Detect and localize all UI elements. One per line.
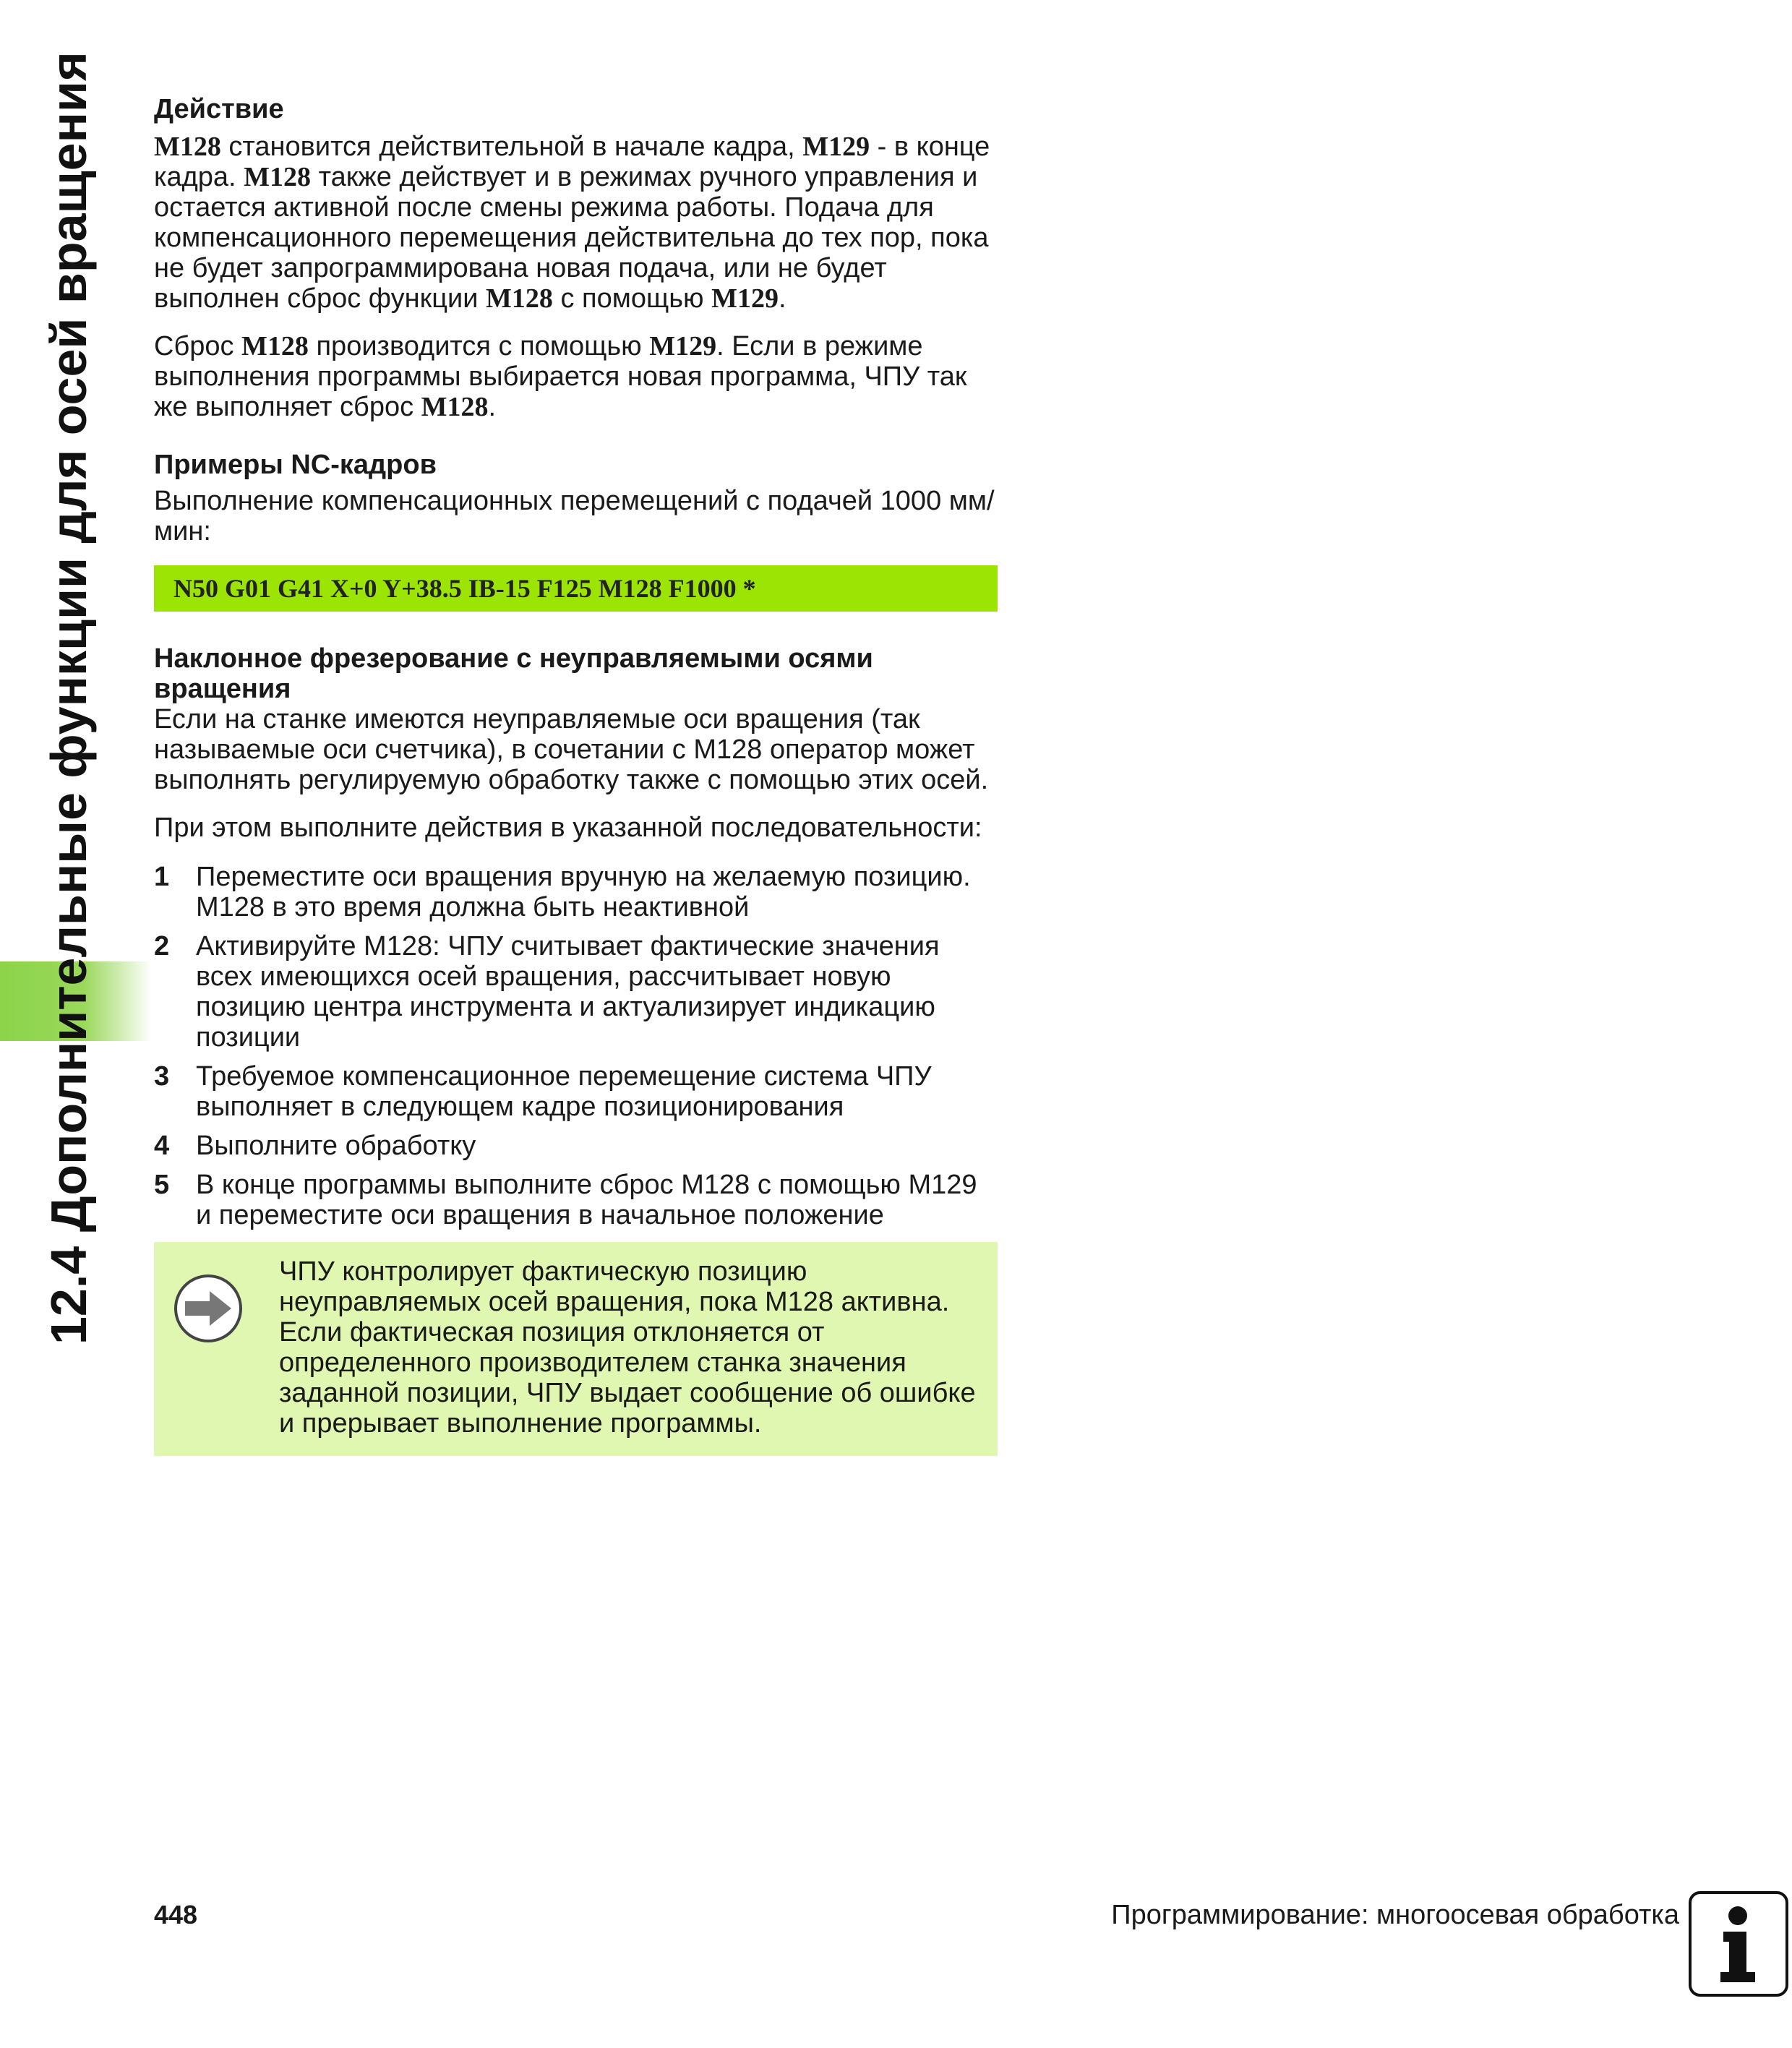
tilted-paragraph-1: Если на станке имеются неуправляемые оси вращения (так называемые оси счетчика), в сочетании с M128 оператор может выполнять регулируемую обработку также с помощью этих осей. <box>154 704 989 795</box>
chapter-side-title: 12.4 Дополнительные функции для осей вращения <box>40 51 97 1345</box>
action-paragraph-2: Сброс M128 производится с помощью M129. Если в режиме выполнения программы выбирается новая программа, ЧПУ так же выполняет сброс M128. <box>154 331 967 422</box>
note-box <box>154 1242 998 1456</box>
examples-text: Выполнение компенсационных перемещений с подачей 1000 мм/мин: <box>154 486 995 547</box>
steps-list <box>154 862 998 1230</box>
page-number: 448 <box>154 1900 198 1929</box>
tilted-paragraph-2: При этом выполните действия в указанной последовательности: <box>154 813 982 843</box>
heading-action: Действие <box>154 94 284 124</box>
list-item: 2 Активируйте M128: ЧПУ считывает фактические значения всех имеющихся осей вращения, рассчитывает новую позицию центра инструмента и актуализирует индикацию позиции <box>154 931 940 1053</box>
info-icon <box>1689 1891 1788 1997</box>
page-content <box>154 93 998 1456</box>
note-text: ЧПУ контролирует фактическую позицию неуправляемых осей вращения, пока M128 активна. Если фактическая позиция отклоняется от определенного производителем станка значения заданной позиции, ЧПУ выдает сообщение об ошибке и прерывает выполнение программы. <box>279 1256 976 1439</box>
list-item: 1 Переместите оси вращения вручную на желаемую позицию. M128 в это время должна быть неактивной <box>154 862 971 922</box>
list-item: 5 В конце программы выполните сброс M128 с помощью M129 и переместите оси вращения в начальное положение <box>154 1170 977 1230</box>
action-paragraph-1: M128 становится действительной в начале кадра, M129 - в конце кадра. M128 также действует и в режимах ручного управления и остается активной после смены режима работы. Подача для компенсационного перемещения действительна до тех пор, пока не будет запрограммирована новая подача, или не будет выполнен сброс функции M128 с помощью M129. <box>154 132 990 314</box>
list-item: 4 Выполните обработку <box>154 1131 476 1161</box>
heading-examples: Примеры NC-кадров <box>154 450 437 480</box>
list-item: 3 Требуемое компенсационное перемещение система ЧПУ выполняет в следующем кадре позиционирования <box>154 1061 932 1122</box>
footer-title: Программирование: многоосевая обработка <box>1111 1900 1679 1930</box>
arrow-right-icon <box>172 1256 279 1439</box>
nc-code-block: N50 G01 G41 X+0 Y+38.5 IB-15 F125 M128 F1000 * <box>154 565 998 612</box>
heading-tilted-milling: Наклонное фрезерование с неуправляемыми осями вращения <box>154 643 873 704</box>
